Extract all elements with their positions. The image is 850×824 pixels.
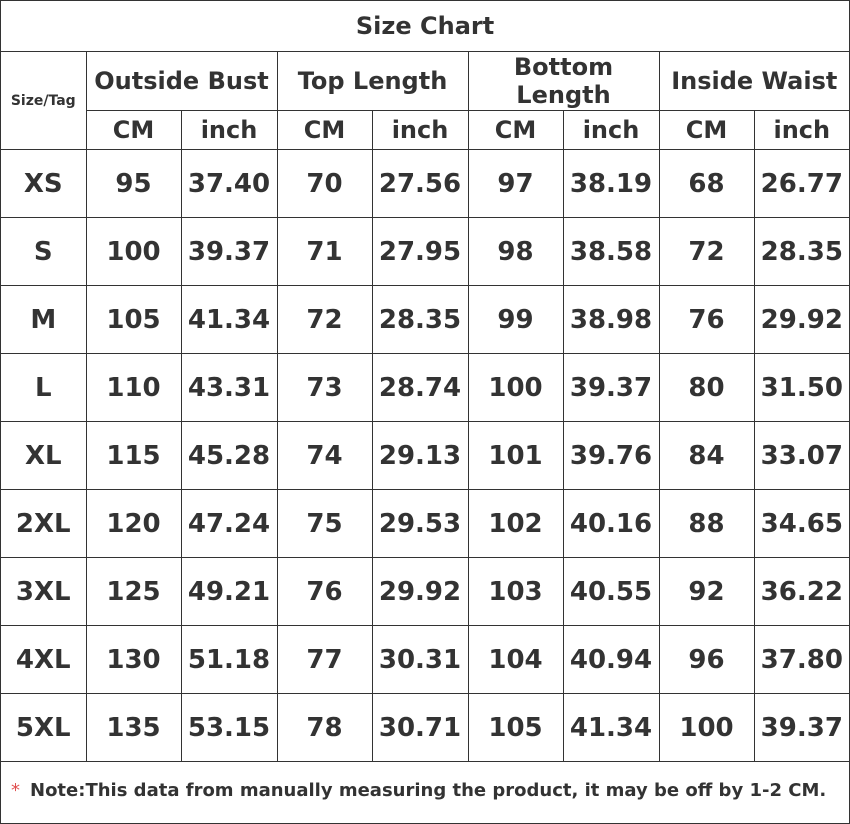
value-cell: 95 [86, 150, 181, 218]
value-cell: 39.37 [563, 354, 659, 422]
size-cell: 5XL [1, 694, 86, 762]
note-row [1, 762, 849, 820]
value-cell: 39.37 [181, 218, 277, 286]
unit-header: CM [86, 111, 181, 150]
value-cell: 125 [86, 558, 181, 626]
value-cell: 37.80 [754, 626, 849, 694]
unit-header: CM [468, 111, 563, 150]
value-cell: 101 [468, 422, 563, 490]
value-cell: 45.28 [181, 422, 277, 490]
table-row [1, 354, 849, 422]
unit-header: CM [659, 111, 754, 150]
value-cell: 33.07 [754, 422, 849, 490]
value-cell: 100 [659, 694, 754, 762]
unit-header: inch [181, 111, 277, 150]
value-cell: 72 [659, 218, 754, 286]
value-cell: 37.40 [181, 150, 277, 218]
table-row [1, 626, 849, 694]
value-cell: 41.34 [181, 286, 277, 354]
size-cell: L [1, 354, 86, 422]
value-cell: 38.19 [563, 150, 659, 218]
value-cell: 104 [468, 626, 563, 694]
value-cell: 115 [86, 422, 181, 490]
value-cell: 120 [86, 490, 181, 558]
value-cell: 38.98 [563, 286, 659, 354]
value-cell: 105 [86, 286, 181, 354]
value-cell: 77 [277, 626, 372, 694]
value-cell: 74 [277, 422, 372, 490]
unit-header: inch [754, 111, 849, 150]
value-cell: 27.95 [372, 218, 468, 286]
size-cell: S [1, 218, 86, 286]
chart-title: Size Chart [1, 1, 849, 52]
value-cell: 36.22 [754, 558, 849, 626]
value-cell: 41.34 [563, 694, 659, 762]
value-cell: 40.16 [563, 490, 659, 558]
table-row [1, 286, 849, 354]
unit-header: CM [277, 111, 372, 150]
value-cell: 102 [468, 490, 563, 558]
value-cell: 72 [277, 286, 372, 354]
size-chart-table [1, 1, 849, 819]
value-cell: 71 [277, 218, 372, 286]
group-header-top-length: Top Length [277, 52, 468, 111]
size-cell: XS [1, 150, 86, 218]
value-cell: 27.56 [372, 150, 468, 218]
note-text: Note:This data from manually measuring the product, it may be off by 1-2 CM. [30, 780, 827, 801]
value-cell: 110 [86, 354, 181, 422]
value-cell: 78 [277, 694, 372, 762]
value-cell: 51.18 [181, 626, 277, 694]
value-cell: 105 [468, 694, 563, 762]
value-cell: 100 [86, 218, 181, 286]
table-row [1, 218, 849, 286]
value-cell: 34.65 [754, 490, 849, 558]
value-cell: 28.74 [372, 354, 468, 422]
value-cell: 29.92 [372, 558, 468, 626]
value-cell: 130 [86, 626, 181, 694]
value-cell: 30.31 [372, 626, 468, 694]
value-cell: 88 [659, 490, 754, 558]
group-header-outside-bust: Outside Bust [86, 52, 277, 111]
value-cell: 97 [468, 150, 563, 218]
size-cell: 4XL [1, 626, 86, 694]
unit-header: inch [563, 111, 659, 150]
value-cell: 43.31 [181, 354, 277, 422]
value-cell: 84 [659, 422, 754, 490]
value-cell: 26.77 [754, 150, 849, 218]
value-cell: 98 [468, 218, 563, 286]
size-cell: M [1, 286, 86, 354]
table-row [1, 490, 849, 558]
value-cell: 76 [277, 558, 372, 626]
value-cell: 80 [659, 354, 754, 422]
table-row [1, 694, 849, 762]
group-header-inside-waist: Inside Waist [659, 52, 849, 111]
value-cell: 47.24 [181, 490, 277, 558]
value-cell: 76 [659, 286, 754, 354]
value-cell: 75 [277, 490, 372, 558]
size-tag-header: Size/Tag [1, 52, 86, 150]
value-cell: 68 [659, 150, 754, 218]
value-cell: 30.71 [372, 694, 468, 762]
table-row [1, 150, 849, 218]
value-cell: 135 [86, 694, 181, 762]
size-cell: XL [1, 422, 86, 490]
value-cell: 92 [659, 558, 754, 626]
table-row [1, 558, 849, 626]
value-cell: 39.37 [754, 694, 849, 762]
value-cell: 99 [468, 286, 563, 354]
value-cell: 28.35 [372, 286, 468, 354]
value-cell: 73 [277, 354, 372, 422]
value-cell: 39.76 [563, 422, 659, 490]
value-cell: 49.21 [181, 558, 277, 626]
group-header-bottom-length: Bottom Length [468, 52, 659, 111]
value-cell: 70 [277, 150, 372, 218]
table-row [1, 422, 849, 490]
value-cell: 96 [659, 626, 754, 694]
value-cell: 29.13 [372, 422, 468, 490]
value-cell: 28.35 [754, 218, 849, 286]
value-cell: 100 [468, 354, 563, 422]
unit-header: inch [372, 111, 468, 150]
value-cell: 40.55 [563, 558, 659, 626]
value-cell: 103 [468, 558, 563, 626]
size-cell: 2XL [1, 490, 86, 558]
note-cell [1, 762, 849, 820]
value-cell: 31.50 [754, 354, 849, 422]
size-cell: 3XL [1, 558, 86, 626]
value-cell: 29.53 [372, 490, 468, 558]
value-cell: 38.58 [563, 218, 659, 286]
note-marker: * [11, 780, 20, 801]
value-cell: 53.15 [181, 694, 277, 762]
value-cell: 40.94 [563, 626, 659, 694]
value-cell: 29.92 [754, 286, 849, 354]
